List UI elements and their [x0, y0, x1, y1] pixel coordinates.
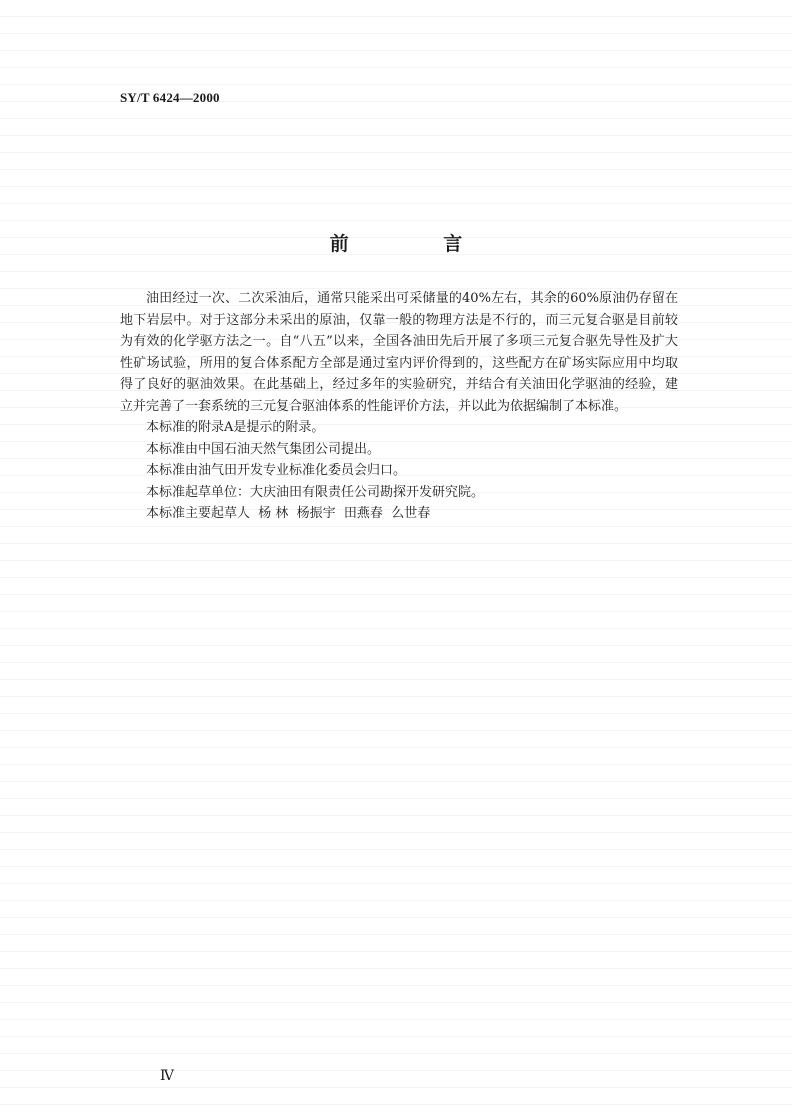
paragraph-appendix-note: 本标准的附录A是提示的附录。 [146, 420, 325, 435]
page-number: Ⅳ [160, 1069, 174, 1084]
section-title: 前 言 [329, 233, 507, 255]
foreword-body [120, 288, 678, 525]
paragraph-drafting-unit: 本标准起草单位：大庆油田有限责任公司勘探开发研究院。 [146, 484, 485, 500]
paragraph-proposer: 本标准由中国石油天然气集团公司提出。 [146, 441, 381, 457]
paragraph-drafters: 本标准主要起草人 杨 林 杨振宇 田燕春 么世春 [146, 506, 431, 521]
standard-code: SY/T 6424—2000 [120, 90, 220, 105]
paragraph-intro: 油田经过一次、二次采油后，通常只能采出可采储量的40%左右，其余的60%原油仍存留在地下岩层中。对于这部分未采出的原油，仅靠一般的物理方法是不行的，而三元复合驱是目前较为有效的化学驱方法之一。自“八五”以来，全国各油田先后开展了多项三元复合驱先导性及扩大性矿场试验，所用的复合体系配方全部是通过室内评价得到的，这些配方在矿场实际应用中均取得了良好的驱油效果。在此基础上，经过多年的实验研究，并结合有关油田化学驱油的经验，建立并完善了一套系统的三元复合驱油体系的性能评价方法，并以此为依据编制了本标准。 [120, 291, 678, 414]
paragraph-committee: 本标准由油气田开发专业标准化委员会归口。 [146, 463, 407, 478]
